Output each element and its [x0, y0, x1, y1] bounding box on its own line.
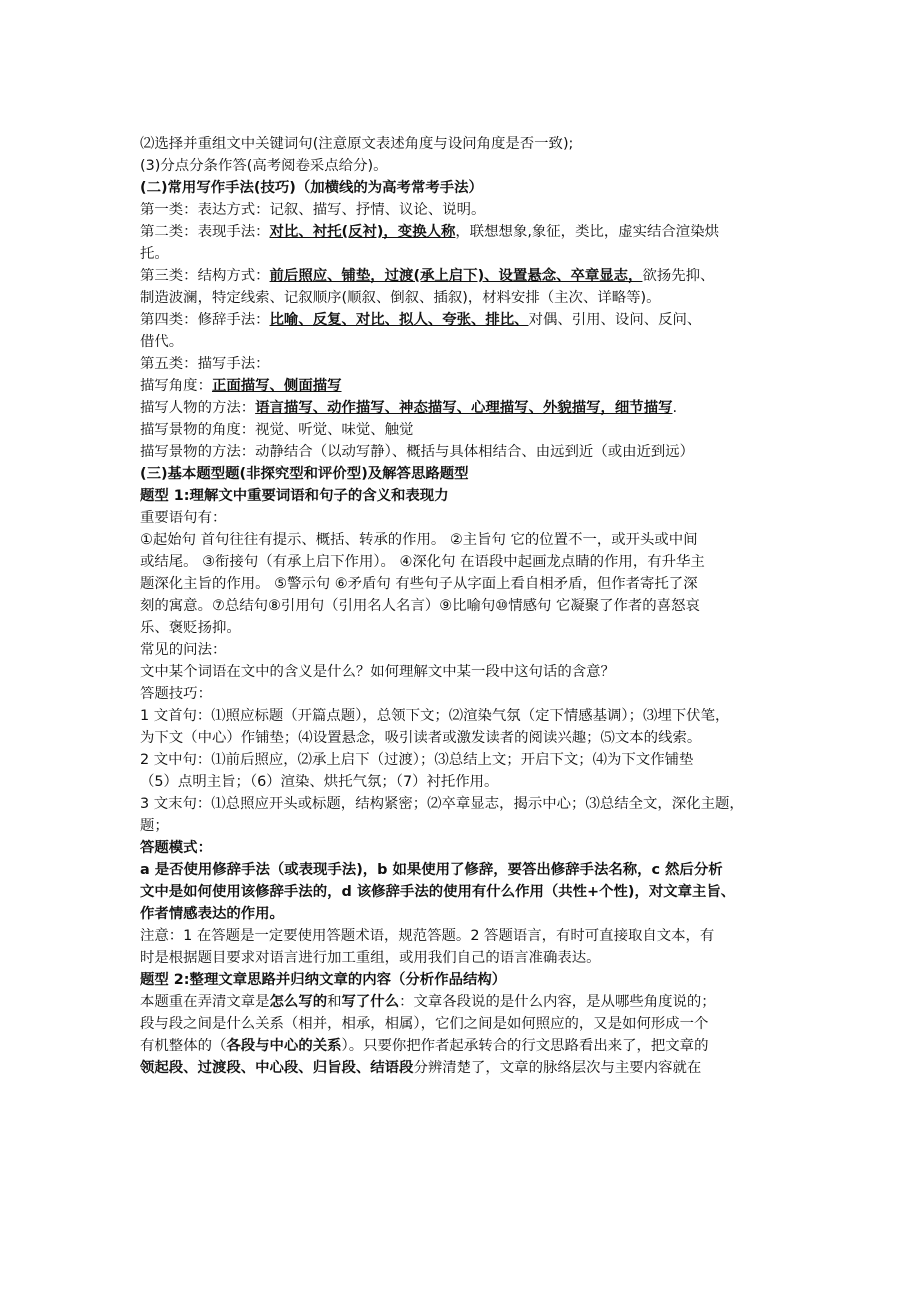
text-run: 3 文末句：⑴总照应开头或标题，结构紧密；⑵卒章显志，揭示中心；⑶总结全文，深化主题， — [140, 796, 744, 812]
text-line — [140, 551, 790, 573]
text-line — [140, 507, 790, 529]
text-run: 托。 — [140, 246, 169, 262]
text-run: . — [672, 400, 678, 416]
text-line — [140, 837, 790, 859]
text-run: 或结尾。 ③衔接句（有承上启下作用）。 ④深化句 在语段中起画龙点睛的作用，有升华主 — [140, 554, 705, 570]
text-run: ①起始句 首句往往有提示、概括、转承的作用。 ②主旨句 它的位置不一，或开头或中间 — [140, 532, 698, 548]
text-run: 答题模式： — [140, 840, 212, 856]
text-line — [140, 265, 790, 287]
text-run: 段与段之间是什么关系（相并，相承，相属），它们之间是如何照应的，又是如何形成一个 — [140, 1016, 709, 1032]
text-line — [140, 463, 790, 485]
text-run: 时是根据题目要求对语言进行加工重组，或用我们自己的语言准确表达。 — [140, 950, 601, 966]
text-line — [140, 397, 790, 419]
text-run: 各段与中心的关系 — [226, 1038, 342, 1054]
text-run: 注意：1 在答题是一定要使用答题术语，规范答题。2 答题语言，有时可直接取自文本，有 — [140, 928, 715, 944]
text-line — [140, 815, 790, 837]
text-run: （5）点明主旨；（6）渲染、烘托气氛；（7）衬托作用。 — [140, 774, 499, 790]
text-run: ）。只要你把作者起承转合的行文思路看出来了，把文章的 — [341, 1038, 709, 1054]
text-line — [140, 881, 790, 903]
text-run: 怎么写的 — [269, 994, 328, 1010]
text-line — [140, 485, 790, 507]
text-run: 刻的寓意。⑦总结句⑧引用句（引用名人名言）⑨比喻句⑩情感句 它凝聚了作者的喜怒哀 — [140, 598, 700, 614]
text-run: 制造波澜，特定线索、记叙顺序(顺叙、倒叙、插叙)，材料安排（主次、详略等)。 — [140, 290, 661, 306]
text-line — [140, 969, 790, 991]
text-run: 作者情感表达的作用。 — [140, 906, 284, 922]
text-run: 对比、衬托(反衬)，变换人称 — [269, 224, 456, 240]
text-line — [140, 155, 790, 177]
text-run: 为下文（中心）作铺垫；⑷设置悬念，吸引读者或激发读者的阅读兴趣；⑸文本的线索。 — [140, 730, 702, 746]
text-line — [140, 749, 790, 771]
text-run: 欲扬先抑、 — [642, 268, 715, 284]
text-run: 重要语句有： — [140, 510, 227, 526]
text-line — [140, 1035, 790, 1057]
text-line — [140, 727, 790, 749]
text-run: ：文章各段说的是什么内容，是从哪些角度说的； — [399, 994, 716, 1010]
text-run: ⑵选择并重组文中关键词句(注意原文表述角度与设问角度是否一致); — [140, 136, 574, 152]
text-run: 第四类：修辞手法： — [140, 312, 270, 328]
text-line — [140, 705, 790, 727]
text-line — [140, 309, 790, 331]
text-line — [140, 177, 790, 199]
text-run: 分辨清楚了，文章的脉络层次与主要内容就在 — [413, 1060, 702, 1076]
text-line — [140, 1013, 790, 1035]
text-run: 第二类：表现手法： — [140, 224, 270, 240]
text-run: 对偶、引用、设问、反问、 — [528, 312, 702, 328]
text-run: 描写角度： — [140, 378, 212, 394]
text-run: 比喻、反复、对比、拟人、夸张、排比、 — [269, 312, 529, 328]
text-line — [140, 947, 790, 969]
text-run: 乐、褒贬扬抑。 — [140, 620, 241, 636]
text-line — [140, 573, 790, 595]
text-line — [140, 441, 790, 463]
text-run: 正面描写、侧面描写 — [211, 378, 342, 394]
text-run: 1 文首句：⑴照应标题（开篇点题），总领下文；⑵渲染气氛（定下情感基调）；⑶埋下伏笔， — [140, 708, 730, 724]
text-line — [140, 133, 790, 155]
text-run: (三)基本题型题(非探究型和评价型)及解答思路题型 — [140, 466, 469, 482]
text-line — [140, 661, 790, 683]
text-line — [140, 375, 790, 397]
text-line — [140, 793, 790, 815]
text-run: ，联想想象,象征，类比，虚实结合渲染烘 — [455, 224, 719, 240]
text-line — [140, 243, 790, 265]
text-run: 本题重在弄清文章是 — [140, 994, 270, 1010]
text-run: 2 文中句：⑴前后照应，⑵承上启下（过渡）；⑶总结上文；开启下文；⑷为下文作铺垫 — [140, 752, 694, 768]
text-run: 借代。 — [140, 334, 184, 350]
document-body — [140, 133, 790, 1079]
text-run: a 是否使用修辞手法（或表现手法)，b 如果使用了修辞，要答出修辞手法名称，c 然后分析 — [140, 862, 723, 878]
text-line — [140, 617, 790, 639]
text-run: 第三类：结构方式： — [140, 268, 270, 284]
text-run: 语言描写、动作描写、神态描写、心理描写、外貌描写，细节描写 — [255, 400, 673, 416]
text-run: 和 — [327, 994, 342, 1010]
text-line — [140, 331, 790, 353]
text-line — [140, 639, 790, 661]
text-run: 第五类：描写手法： — [140, 356, 270, 372]
text-line — [140, 287, 790, 309]
text-line — [140, 221, 790, 243]
text-run: 文中是如何使用该修辞手法的，d 该修辞手法的使用有什么作用（共性+个性)，对文章主旨、 — [140, 884, 736, 900]
text-line — [140, 771, 790, 793]
text-run: (二)常用写作手法(技巧)（加横线的为高考常考手法） — [140, 180, 483, 196]
text-line — [140, 595, 790, 617]
text-run: 前后照应、铺垫，过渡(承上启下)、设置悬念、卒章显志， — [269, 268, 643, 284]
text-run: 描写人物的方法： — [140, 400, 256, 416]
text-run: 题； — [140, 818, 169, 834]
text-run: 题深化主旨的作用。 ⑤警示句 ⑥矛盾句 有些句子从字面上看自相矛盾，但作者寄托了深 — [140, 576, 698, 592]
text-line — [140, 903, 790, 925]
text-line — [140, 353, 790, 375]
text-run: 题型 1:理解文中重要词语和句子的含义和表现力 — [140, 488, 449, 504]
text-run: 第一类：表达方式：记叙、描写、抒情、议论、说明。 — [140, 202, 486, 218]
text-run: 描写景物的角度：视觉、听觉、味觉、触觉 — [140, 422, 414, 438]
text-line — [140, 683, 790, 705]
text-run: 描写景物的方法：动静结合（以动写静）、概括与具体相结合、由远到近（或由近到远） — [140, 444, 695, 460]
text-line — [140, 991, 790, 1013]
text-line — [140, 199, 790, 221]
text-run: 题型 2:整理文章思路并归纳文章的内容（分析作品结构） — [140, 972, 507, 988]
text-line — [140, 529, 790, 551]
text-line — [140, 1057, 790, 1079]
text-run: (3)分点分条作答(高考阅卷采点给分)。 — [140, 158, 388, 174]
text-run: 常见的问法： — [140, 642, 227, 658]
text-line — [140, 859, 790, 881]
text-line — [140, 925, 790, 947]
text-line — [140, 419, 790, 441]
text-run: 有机整体的（ — [140, 1038, 227, 1054]
text-run: 领起段、过渡段、中心段、归旨段、结语段 — [140, 1060, 414, 1076]
text-run: 写了什么 — [341, 994, 400, 1010]
text-run: 答题技巧： — [140, 686, 212, 702]
text-run: 文中某个词语在文中的含义是什么？如何理解文中某一段中这句话的含意？ — [140, 664, 615, 680]
